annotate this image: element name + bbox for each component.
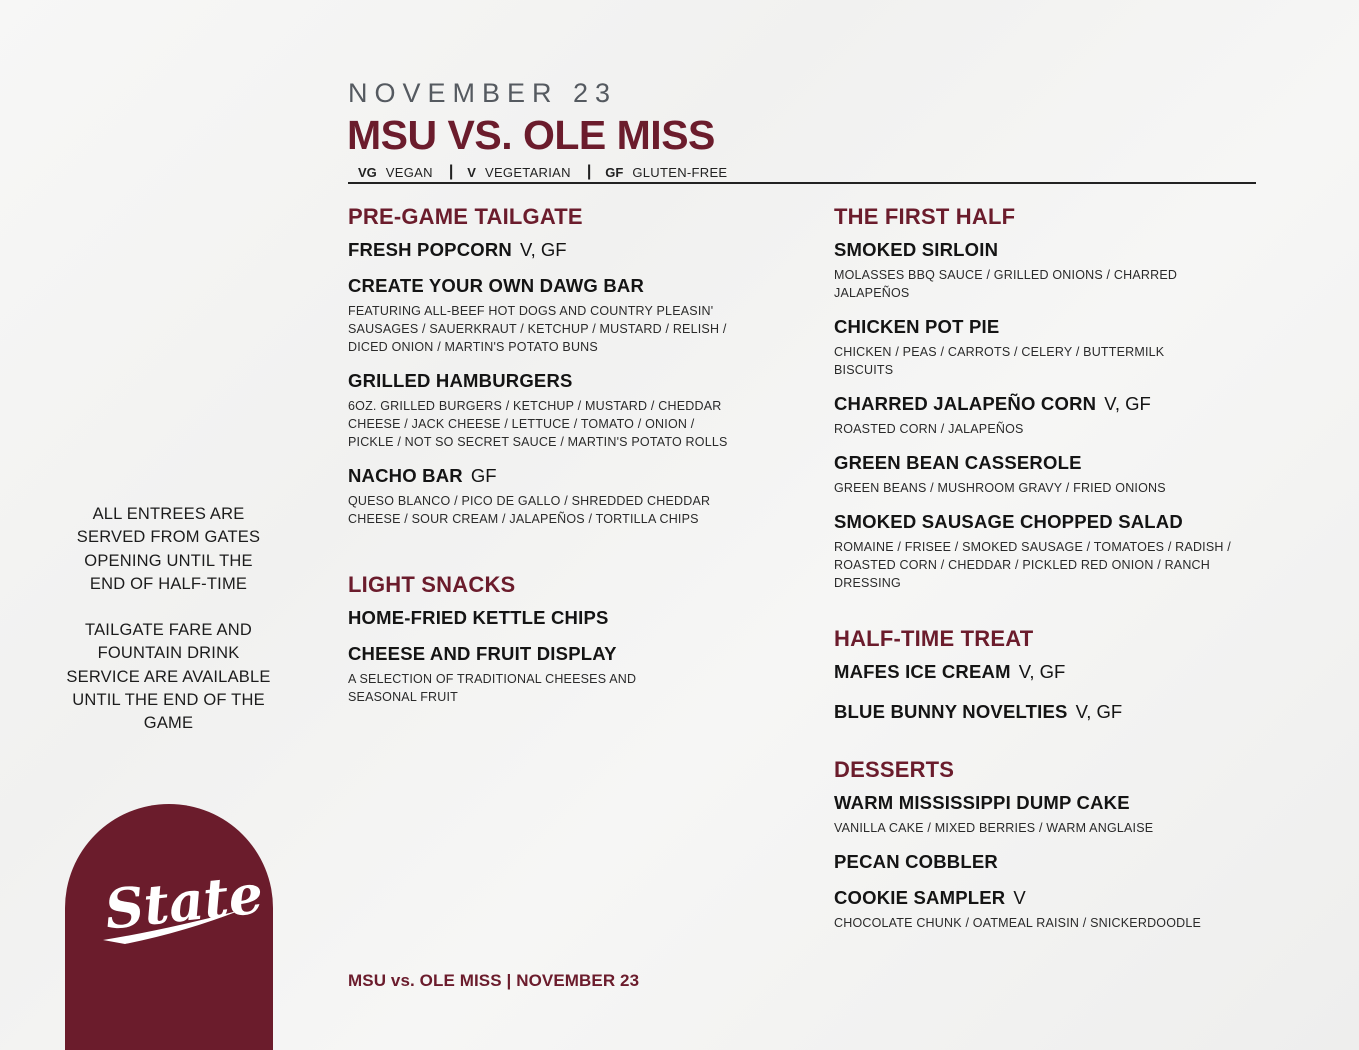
spacer — [348, 542, 748, 572]
section-title-half-time: HALF-TIME TREAT — [834, 626, 1034, 651]
menu-item — [834, 851, 1254, 873]
legend-code-gluten-free: GF — [605, 164, 624, 180]
item-name: CHEESE AND FRUIT DISPLAY — [348, 643, 617, 664]
diet-legend — [358, 163, 741, 181]
menu-item — [834, 393, 1254, 438]
item-name: MAFES ICE CREAM — [834, 661, 1011, 682]
menu-item — [834, 661, 1254, 683]
section-title-desserts: DESSERTS — [834, 757, 955, 782]
item-description: ROMAINE / FRISEE / SMOKED SAUSAGE / TOMATOES / RADISH / ROASTED CORN / CHEDDAR / PICKLED RED ONION / RANCH DRESSING — [834, 540, 1231, 590]
service-note-tailgate: TAILGATE FARE AND FOUNTAIN DRINK SERVICE ARE AVAILABLE UNTIL THE END OF THE GAME — [66, 621, 271, 733]
item-tags: V, GF — [1018, 661, 1066, 682]
menu-item — [834, 792, 1254, 837]
legend-divider: | — [448, 163, 454, 180]
item-name: GRILLED HAMBURGERS — [348, 370, 573, 391]
event-date: NOVEMBER 23 — [348, 78, 618, 108]
item-description: 6OZ. GRILLED BURGERS / KETCHUP / MUSTARD / CHEDDAR CHEESE / JACK CHEESE / LETTUCE / TOMATO / ONION / PICKLE / NOT SO SECRET SAUCE / MARTIN'S POTATO ROLLS — [348, 399, 728, 449]
menu-item — [348, 643, 748, 706]
item-description: MOLASSES BBQ SAUCE / GRILLED ONIONS / CHARRED JALAPEÑOS — [834, 268, 1178, 300]
item-tags: V — [1013, 887, 1026, 908]
item-description: FEATURING ALL-BEEF HOT DOGS AND COUNTRY PLEASIN' SAUSAGES / SAUERKRAUT / KETCHUP / MUSTARD / RELISH / DICED ONION / MARTIN'S POTATO BUNS — [348, 304, 727, 354]
item-description: VANILLA CAKE / MIXED BERRIES / WARM ANGLAISE — [834, 821, 1154, 835]
menu-item — [834, 701, 1254, 723]
item-name: WARM MISSISSIPPI DUMP CAKE — [834, 792, 1130, 813]
item-description: ROASTED CORN / JALAPEÑOS — [834, 422, 1024, 436]
menu-item — [834, 239, 1254, 302]
legend-divider: | — [586, 163, 592, 180]
item-tags: V, GF — [1104, 393, 1151, 414]
spacer — [834, 737, 1254, 757]
item-name: CHARRED JALAPEÑO CORN — [834, 393, 1097, 414]
legend-label-vegetarian: VEGETARIAN — [484, 164, 571, 180]
menu-item — [348, 607, 748, 629]
page-title: MSU VS. OLE MISS — [347, 112, 715, 158]
menu-item — [348, 275, 748, 356]
legend-label-vegan: VEGAN — [385, 164, 433, 180]
menu-item — [834, 887, 1254, 932]
legend-code-vegetarian: V — [467, 164, 476, 180]
item-name: NACHO BAR — [348, 465, 463, 486]
menu-item — [834, 511, 1254, 592]
legend-code-vegan: VG — [358, 164, 377, 180]
section-title-snacks: LIGHT SNACKS — [348, 572, 516, 597]
menu-item — [834, 452, 1254, 497]
item-description: GREEN BEANS / MUSHROOM GRAVY / FRIED ONIONS — [834, 481, 1166, 495]
item-tags: V, GF — [519, 239, 567, 260]
item-description: QUESO BLANCO / PICO DE GALLO / SHREDDED CHEDDAR CHEESE / SOUR CREAM / JALAPEÑOS / TORTILLA CHIPS — [348, 494, 711, 526]
item-tags: V, GF — [1075, 701, 1123, 722]
state-script-logo-icon — [95, 860, 266, 950]
item-name: FRESH POPCORN — [348, 239, 512, 260]
item-name: CHICKEN POT PIE — [834, 316, 1000, 337]
spacer — [834, 606, 1254, 626]
item-name: BLUE BUNNY NOVELTIES — [834, 701, 1068, 722]
menu-item — [348, 465, 748, 528]
item-description: CHOCOLATE CHUNK / OATMEAL RAISIN / SNICKERDOODLE — [834, 916, 1202, 930]
section-title-pregame: PRE-GAME TAILGATE — [348, 204, 583, 229]
section-title-first-half: THE FIRST HALF — [834, 204, 1016, 229]
header-rule — [348, 182, 1256, 184]
item-name: SMOKED SIRLOIN — [834, 239, 999, 260]
legend-label-gluten-free: GLUTEN-FREE — [632, 164, 728, 180]
logo-wordmark: State — [101, 861, 266, 942]
menu-item — [348, 239, 748, 261]
item-name: GREEN BEAN CASSEROLE — [834, 452, 1082, 473]
logo-arch — [65, 804, 273, 1050]
item-name: PECAN COBBLER — [834, 851, 998, 872]
menu-item — [348, 370, 748, 451]
menu-column-left — [348, 204, 748, 720]
menu-item — [834, 316, 1254, 379]
item-name: HOME-FRIED KETTLE CHIPS — [348, 607, 609, 628]
item-name: COOKIE SAMPLER — [834, 887, 1006, 908]
service-note-entrees: ALL ENTREES ARE SERVED FROM GATES OPENING UNTIL THE END OF HALF-TIME — [76, 505, 261, 593]
item-description: A SELECTION OF TRADITIONAL CHEESES AND SEASONAL FRUIT — [348, 672, 637, 704]
footer-event-line: MSU vs. OLE MISS | NOVEMBER 23 — [348, 971, 640, 990]
menu-column-right — [834, 204, 1254, 946]
item-description: CHICKEN / PEAS / CARROTS / CELERY / BUTTERMILK BISCUITS — [834, 345, 1165, 377]
item-name: CREATE YOUR OWN DAWG BAR — [348, 275, 645, 296]
item-tags: GF — [470, 465, 497, 486]
item-name: SMOKED SAUSAGE CHOPPED SALAD — [834, 511, 1183, 532]
